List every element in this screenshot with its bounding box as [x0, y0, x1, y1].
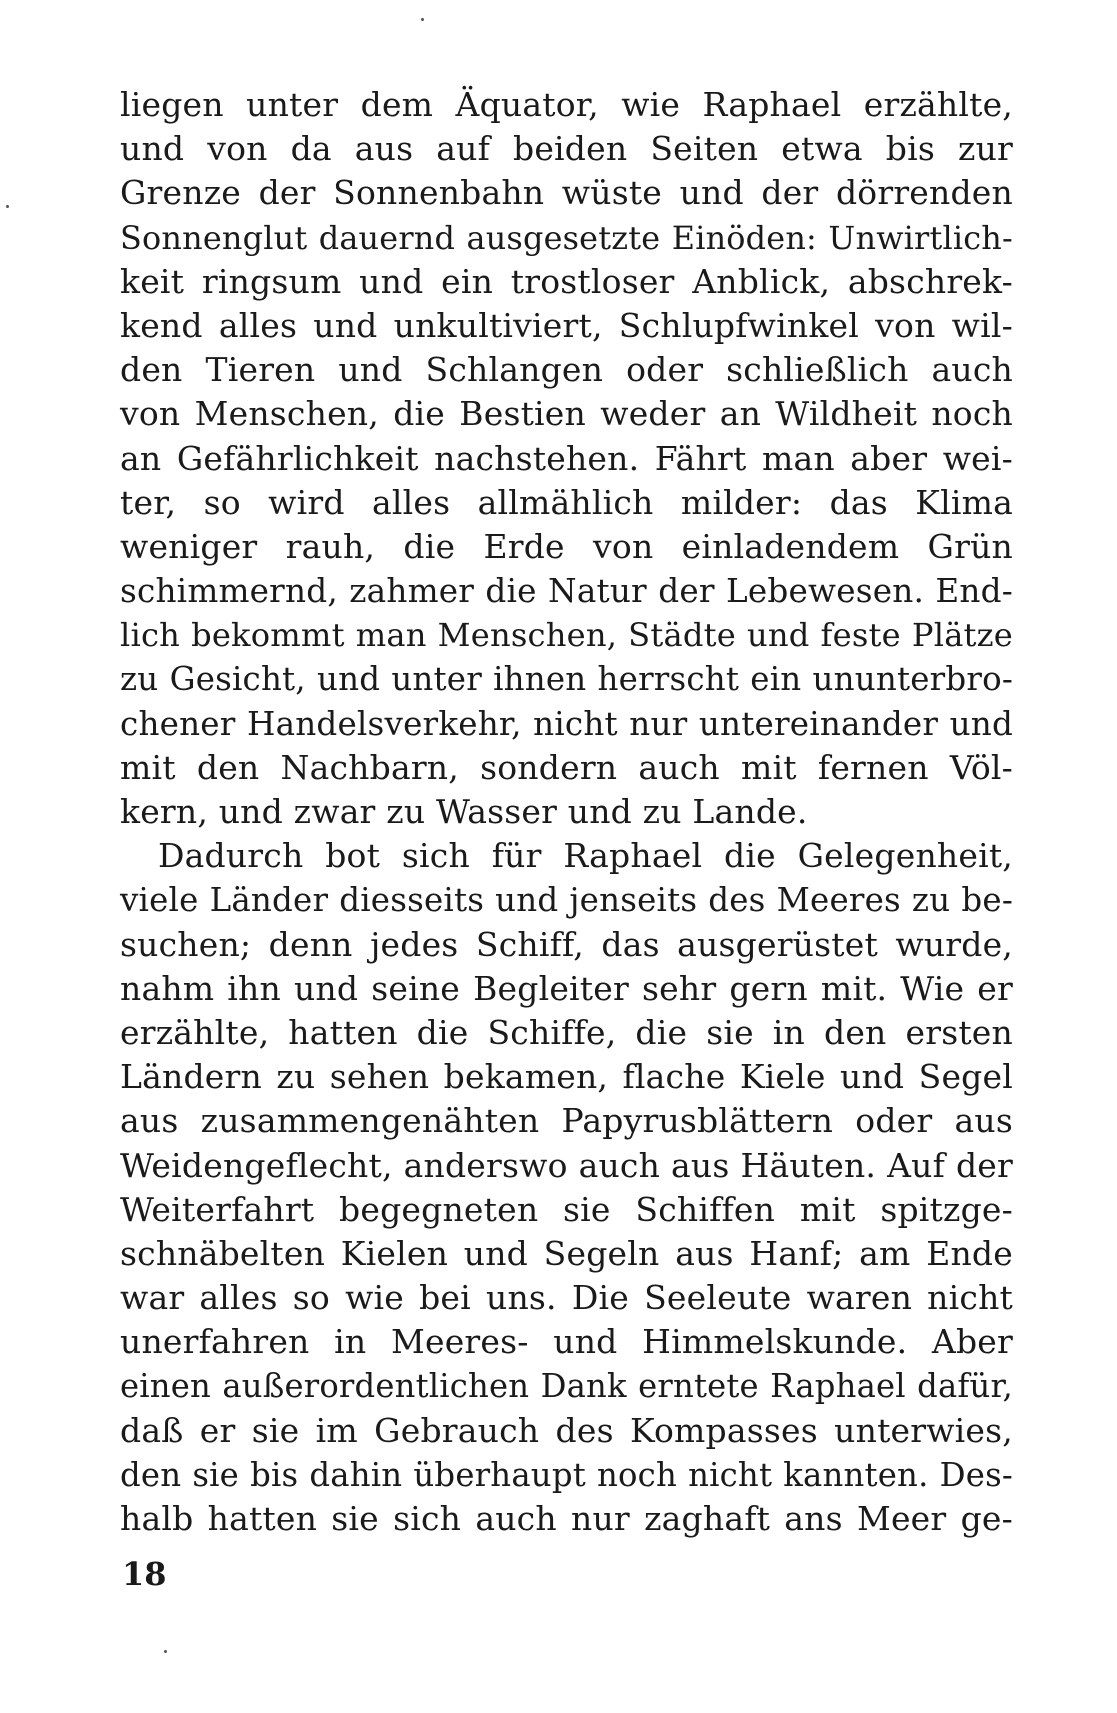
text-line: aus zusammengenähten Papyrusblättern oder aus	[120, 1101, 1013, 1141]
text-line: von Menschen, die Bestien weder an Wildheit noch	[120, 394, 1013, 434]
text-line: und von da aus auf beiden Seiten etwa bis zur	[120, 129, 1013, 169]
text-line: nahm ihn und seine Begleiter sehr gern mit. Wie er	[120, 968, 1013, 1008]
page-number: 18	[122, 1555, 167, 1593]
text-line: den sie bis dahin überhaupt noch nicht kannten. Des-	[120, 1455, 1013, 1494]
text-line: kend alles und unkultiviert, Schlupfwinkel von wil-	[120, 305, 1013, 345]
text-line: schnäbelten Kielen und Segeln aus Hanf; am Ende	[120, 1233, 1013, 1273]
text-line: kern, und zwar zu Wasser und zu Lande.	[120, 792, 808, 831]
text-line: Weidengeflecht, anderswo auch aus Häuten. Auf der	[120, 1145, 1013, 1185]
text-line: erzählte, hatten die Schiffe, die sie in den ersten	[120, 1012, 1013, 1052]
text-line: halb hatten sie sich auch nur zaghaft ans Meer ge-	[120, 1499, 1013, 1538]
text-line: weniger rauh, die Erde von einladendem Grün	[120, 526, 1013, 566]
text-line: unerfahren in Meeres- und Himmelskunde. Aber	[120, 1322, 1013, 1362]
text-line: ter, so wird alles allmählich milder: das Klima	[120, 482, 1013, 522]
text-line: lich bekommt man Menschen, Städte und feste Plätze	[120, 616, 1013, 655]
scan-speck	[164, 1650, 167, 1653]
text-line: chener Handelsverkehr, nicht nur untereinander und	[120, 704, 1013, 743]
text-line: viele Länder diesseits und jenseits des Meeres zu be-	[120, 881, 1013, 920]
text-line: daß er sie im Gebrauch des Kompasses unterwies,	[120, 1410, 1013, 1450]
text-line: einen außerordentlichen Dank erntete Raphael dafür,	[120, 1367, 1013, 1406]
scan-speck	[421, 18, 424, 21]
text-line: keit ringsum und ein trostloser Anblick, abschrek-	[120, 261, 1013, 301]
scan-speck	[6, 205, 9, 208]
text-line: Dadurch bot sich für Raphael die Gelegenheit,	[158, 836, 1013, 876]
text-line: den Tieren und Schlangen oder schließlich auch	[120, 350, 1013, 390]
text-line: mit den Nachbarn, sondern auch mit fernen Völ-	[120, 747, 1013, 787]
text-line: Weiterfahrt begegneten sie Schiffen mit spitzge-	[120, 1189, 1013, 1229]
text-line: zu Gesicht, und unter ihnen herrscht ein ununterbro-	[120, 660, 1013, 699]
text-line: Ländern zu sehen bekamen, flache Kiele und Segel	[120, 1057, 1013, 1097]
text-line: schimmernd, zahmer die Natur der Lebewesen. End-	[120, 572, 1013, 611]
body-text	[120, 83, 1013, 1541]
text-line: an Gefährlichkeit nachstehen. Fährt man aber wei-	[120, 438, 1013, 478]
text-line: war alles so wie bei uns. Die Seeleute waren nicht	[120, 1278, 1013, 1318]
text-line: Sonnenglut dauernd ausgesetzte Einöden: Unwirtlich-	[120, 218, 1013, 257]
text-line: Grenze der Sonnenbahn wüste und der dörrenden	[120, 173, 1013, 213]
text-line: liegen unter dem Äquator, wie Raphael erzählte,	[120, 85, 1013, 124]
text-line: suchen; denn jedes Schiff, das ausgerüstet wurde,	[120, 924, 1013, 964]
